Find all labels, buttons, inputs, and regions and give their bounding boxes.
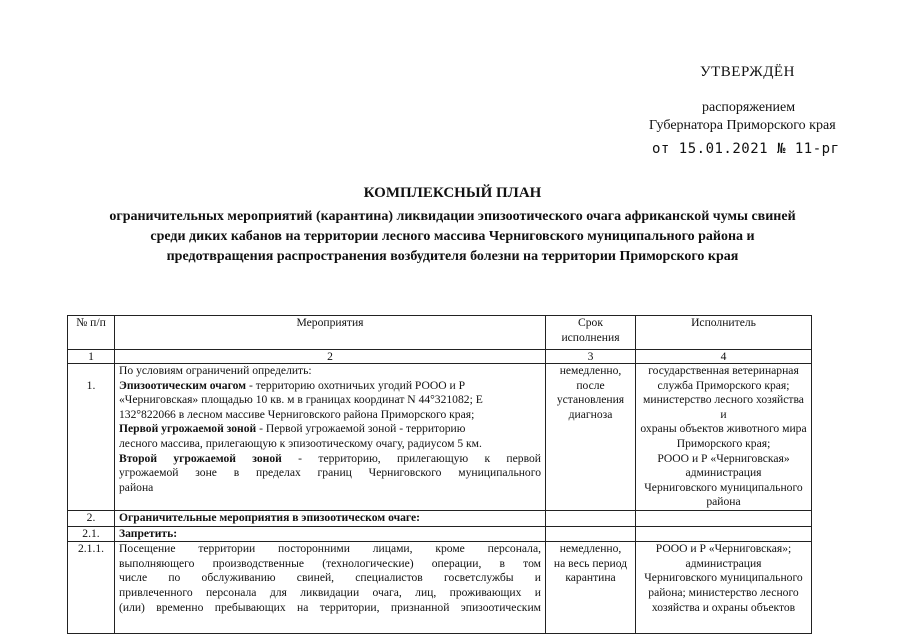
table-header-row	[68, 316, 812, 350]
row-text: - Первой угрожаемой зоной - территорию	[256, 422, 466, 436]
executor-line: служба Приморского края;	[657, 378, 790, 392]
row-measures: Ограничительные мероприятия в эпизоотическом очаге:	[115, 510, 546, 526]
row-text: выполняющего производственные (технологические) операции, в том	[119, 556, 541, 570]
header-measures: Мероприятия	[115, 316, 546, 350]
row-text: «Черниговская» площадью 10 кв. м в границах координат N 44°321082; E	[119, 393, 483, 407]
row-executor	[636, 510, 812, 526]
row-measures: Запретить:	[115, 526, 546, 542]
row-executor	[636, 364, 812, 511]
executor-line: хозяйства и охраны объектов	[651, 600, 796, 614]
document-title: КОМПЛЕКСНЫЙ ПЛАН	[363, 185, 542, 201]
col-number: 2	[115, 350, 546, 364]
row-text: По условиям ограничений определить:	[119, 364, 312, 377]
col-number: 4	[636, 350, 812, 364]
col-number: 3	[546, 350, 636, 364]
row-text: Посещение территории посторонними лицами, кроме персонала,	[119, 542, 541, 556]
row-text: 132°822066 в лесном массиве Черниговского района Приморского края;	[119, 407, 475, 421]
focus-label: Эпизоотическим очагом	[119, 378, 247, 392]
row-executor	[636, 542, 812, 634]
subtitle-line: среди диких кабанов на территории лесного массива Черниговского муниципального района и	[150, 229, 755, 244]
row-term	[546, 542, 636, 634]
table-row	[68, 510, 812, 526]
approval-governor: Губернатора Приморского края	[649, 118, 836, 133]
term-line: установления	[556, 393, 625, 407]
executor-line: министерство лесного хозяйства и	[643, 393, 804, 421]
header-executor: Исполнитель	[636, 316, 812, 350]
header-num: № п/п	[68, 316, 115, 350]
row-num: 2.1.	[68, 526, 115, 542]
executor-line: администрация	[685, 466, 762, 480]
row-measures	[115, 542, 546, 634]
row-term	[546, 526, 636, 542]
executor-line: РООО и Р «Черниговская»	[657, 451, 790, 465]
executor-line: Приморского края;	[676, 436, 771, 450]
row-text: числе по обслуживанию свиней, специалистов госветслужбы и	[119, 571, 541, 585]
zone1-label: Первой угрожаемой зоной	[119, 422, 257, 436]
approval-date-line: от 15.01.2021 № 11-рг	[652, 141, 840, 157]
term-line: после	[576, 378, 605, 392]
term-line: немедленно,	[559, 364, 622, 377]
header-term: Срок исполнения	[546, 316, 636, 350]
table-row	[68, 526, 812, 542]
executor-line: Черниговского муниципального	[644, 480, 803, 494]
row-text: угрожаемой зоне в пределах границ Черниговского муниципального	[119, 466, 541, 480]
row-measures	[115, 364, 546, 511]
term-line: немедленно,	[559, 542, 622, 556]
executor-line: РООО и Р «Черниговская»;	[655, 542, 792, 556]
row-text: района	[119, 480, 154, 494]
plan-table	[67, 315, 812, 634]
term-line: на весь период	[553, 556, 628, 570]
row-term	[546, 364, 636, 511]
table-row	[68, 364, 812, 511]
approval-title: УТВЕРЖДЁН	[700, 64, 795, 80]
executor-line: администрация	[685, 556, 762, 570]
col-number: 1	[68, 350, 115, 364]
row-num: 1.	[68, 364, 115, 511]
row-executor	[636, 526, 812, 542]
row-text: лесного массива, прилегающую к эпизоотическому очагу, радиусом 5 км.	[119, 436, 482, 450]
subtitle-line: ограничительных мероприятий (карантина) ликвидации эпизоотического очага африканской чумы свиней	[109, 209, 796, 224]
document-subtitle	[30, 207, 875, 267]
row-text: (или) временно пребывающих на территории, признанной эпизоотическим	[119, 600, 541, 614]
row-num: 2.1.1.	[68, 542, 115, 634]
term-line: диагноза	[568, 407, 613, 421]
term-line: карантина	[565, 571, 616, 585]
table-column-numbers-row	[68, 350, 812, 364]
executor-line: охраны объектов животного мира	[640, 422, 807, 436]
executor-line: Черниговского муниципального	[644, 571, 803, 585]
row-text: - территорию охотничьих угодий РООО и Р	[246, 378, 466, 392]
row-text: привлеченного персонала для ликвидации очага, лиц, проживающих и	[119, 585, 541, 599]
row-num: 2.	[68, 510, 115, 526]
executor-line: района	[706, 495, 741, 509]
row-term	[546, 510, 636, 526]
approval-order-label: распоряжением	[702, 100, 796, 115]
executor-line: района; министерство лесного	[648, 585, 799, 599]
zone2-label: Второй угрожаемой зоной	[119, 451, 282, 465]
executor-line: государственная ветеринарная	[648, 364, 799, 377]
row-text: - территорию, прилегающую к первой	[281, 451, 541, 465]
table-row	[68, 542, 812, 634]
subtitle-line: предотвращения распространения возбудителя болезни на территории Приморского края	[166, 249, 739, 264]
